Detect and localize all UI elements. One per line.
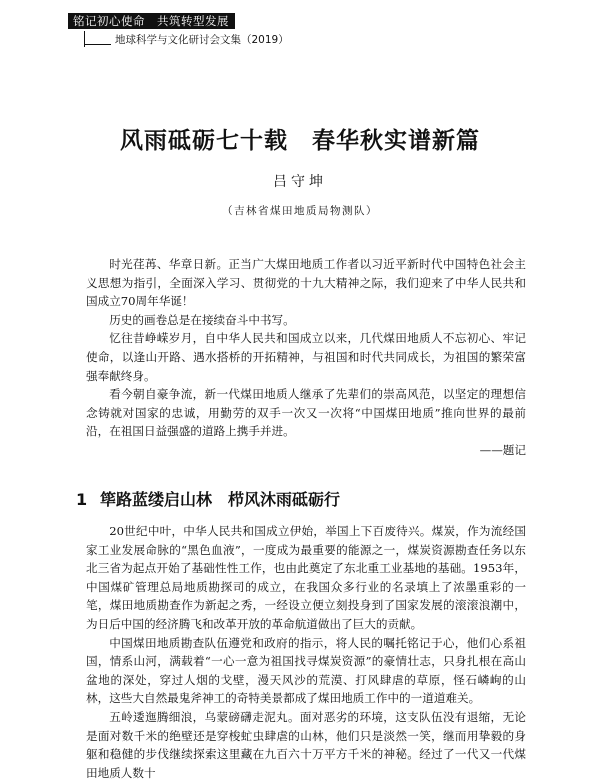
section-paragraph-1: 20世纪中叶，中华人民共和国成立伊始，举国上下百废待兴。煤炭，作为流经国家工业发展命脉的“黑色血液”，一度成为最重要的能源之一，煤炭资源勘查任务以东北三省为起点开始了基础性性工作，也由此奠定了东北重工业基地的基础。1953年，中国煤矿管理总局地质勘探司的成立，在我国众多行业的名录填上了浓墨重彩的一笔，煤田地质勘查作为新起之秀，一经设立便立刻投身到了国家发展的滚滚浪潮中，为日后中国的经济腾飞和改革开放的革命航道做出了巨大的贡献。 — [86, 524, 526, 631]
author-name: 吕守坤 — [273, 174, 327, 190]
author-affiliation: （吉林省煤田地质局物测队） — [222, 205, 378, 217]
series-tag: 铭记初心使命 共筑转型发展 — [68, 13, 235, 29]
title-part-2: 春华秋实谱新篇 — [312, 127, 480, 154]
epigraph-signature: ——题记 — [479, 442, 526, 457]
book-title: 地球科学与文化研讨会文集（2019） — [115, 34, 289, 46]
title-part-1: 风雨砥砺七十载 — [120, 127, 288, 154]
epigraph-section — [86, 255, 526, 460]
section-paragraph-2: 中国煤田地质勘查队伍遵党和政府的指示，将人民的嘱托铭记于心，他们心系祖国，情系山河，满载着“一心一意为祖国找寻煤炭资源”的豪情壮志，只身扎根在高山盆地的深处，穿过人烟的戈壁，漫天风沙的荒漠、打风肆虐的草原，怪石嶙峋的山林，这些大自然最鬼斧神工的奇特美景都成了煤田地质工作中的一道道难关。 — [86, 635, 526, 706]
section-1-heading — [76, 489, 536, 511]
section-1-body — [86, 522, 526, 782]
epigraph-paragraph-3: 忆往昔峥嵘岁月，自中华人民共和国成立以来，几代煤田地质人不忘初心、牢记使命，以逢山开路、遇水搭桥的开拓精神，与祖国和时代共同成长，为祖国的繁荣富强奉献终身。 — [86, 331, 526, 383]
section-paragraph-3: 五岭逶迤腾细浪，乌蒙磅礴走泥丸。面对恶劣的环境，这支队伍没有退缩，无论是面对数千米的绝壁还是穿梭虻虫肆虐的山林，他们只是淡然一笑，继而用挚毅的身躯和稳健的步伐继续探索这里藏在九百六十万平方千米的神秘。经过了一代又一代煤田地质人数十 — [86, 709, 526, 780]
article-title — [0, 126, 600, 156]
book-title-line — [84, 31, 308, 47]
epigraph-paragraph-4: 看今朝自豪争流，新一代煤田地质人继承了先辈们的崇高风范，以坚定的理想信念铸就对国家的忠诚，用勤劳的双手一次又一次将“中国煤田地质”推向世界的最前沿，在祖国日益强盛的道路上携手并进。 — [86, 387, 526, 439]
epigraph-paragraph-1: 时光荏苒、华章日新。正当广大煤田地质工作者以习近平新时代中国特色社会主义思想为指引，全面深入学习、贯彻党的十九大精神之际，我们迎来了中华人民共和国成立70周年华诞！ — [86, 257, 526, 309]
epigraph-paragraph-2: 历史的画卷总是在接续奋斗中书写。 — [109, 312, 295, 327]
running-header — [68, 10, 308, 47]
section-number: 1 — [76, 490, 88, 509]
section-title: 筚路蓝缕启山林 栉风沐雨砥砺行 — [100, 490, 341, 509]
